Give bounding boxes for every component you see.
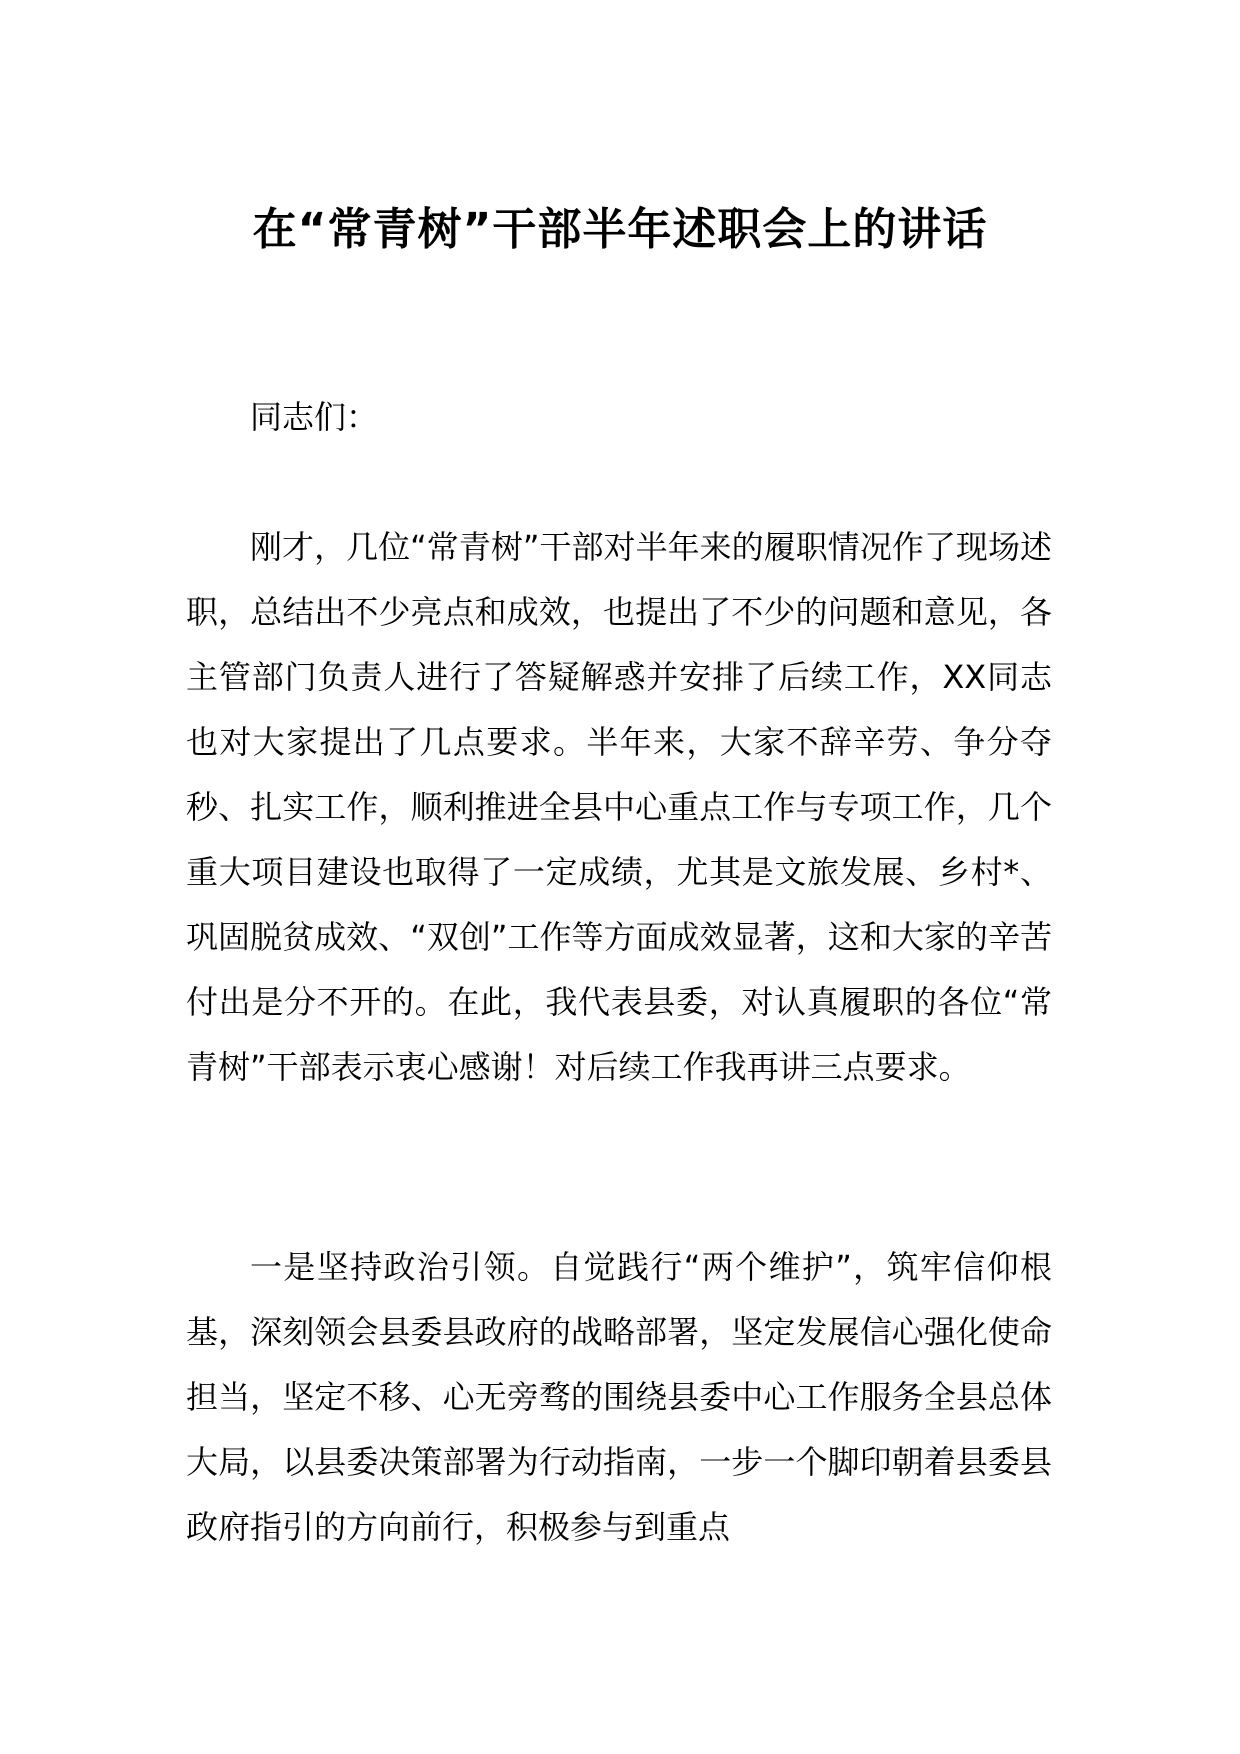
salutation: 同志们： [250,398,379,436]
document-title: 在“常青树”干部半年述职会上的讲话 [252,204,988,255]
body-paragraph: 刚才，几位“常青树”干部对半年来的履职情况作了现场述职，总结出不少亮点和成效，也提出了不少的问题和意见，各主管部门负责人进行了答疑解惑并安排了后续工作，XX同志也对大家提出了几点要求。半年来，大家不辞辛劳、争分夺秒、扎实工作，顺利推进全县中心重点工作与专项工作，几个重大项目建设也取得了一定成绩，尤其是文旅发展、乡村*、巩固脱贫成效、“双创”工作等方面成效显著，这和大家的辛苦付出是分不开的。在此，我代表县委，对认真履职的各位“常青树”干部表示衷心感谢！对后续工作我再讲三点要求。 [186,528,1052,1086]
body-paragraph: 一是坚持政治引领。自觉践行“两个维护”，筑牢信仰根基，深刻领会县委县政府的战略部署，坚定发展信心强化使命担当，坚定不移、心无旁骛的围绕县委中心工作服务全县总体大局，以县委决策部署为行动指南，一步一个脚印朝着县委县政府指引的方向前行，积极参与到重点 [186,1248,1052,1546]
